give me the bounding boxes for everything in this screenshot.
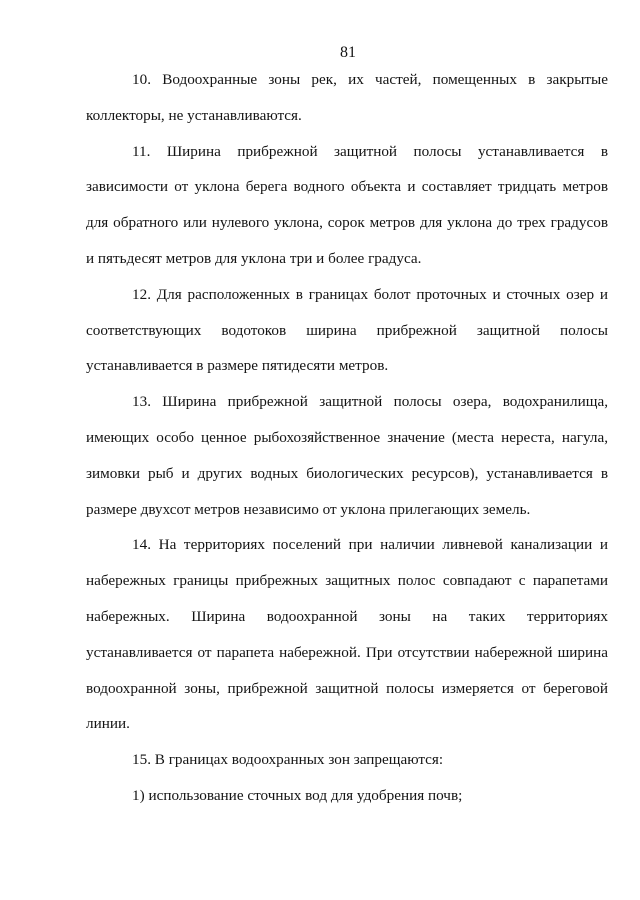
document-body <box>86 62 608 814</box>
page-number: 81 <box>340 44 356 61</box>
paragraph-10: 10. Водоохранные зоны рек, их частей, помещенных в закрытые коллекторы, не устанавливаются. <box>86 71 608 124</box>
list-item-1: 1) использование сточных вод для удобрения почв; <box>132 786 463 804</box>
paragraph-11: 11. Ширина прибрежной защитной полосы устанавливается в зависимости от уклона берега водного объекта и составляет тридцать метров для обратного или нулевого уклона, сорок метров для уклона до трех градусов и пятьдесят метров для уклона три и более градуса. <box>86 142 608 267</box>
paragraph-15: 15. В границах водоохранных зон запрещаются: <box>132 751 444 769</box>
paragraph-13: 13. Ширина прибрежной защитной полосы озера, водохранилища, имеющих особо ценное рыбохозяйственное значение (места нереста, нагула, зимовки рыб и других водных биологических ресурсов), устанавливается в размере двухсот метров независимо от уклона прилегающих земель. <box>86 393 608 518</box>
paragraph-14: 14. На территориях поселений при наличии ливневой канализации и набережных границы прибрежных защитных полос совпадают с парапетами набережных. Ширина водоохранной зоны на таких территориях устанавливается от парапета набережной. При отсутствии набережной ширина водоохранной зоны, прибрежной защитной полосы измеряется от береговой линии. <box>86 536 608 733</box>
paragraph-12: 12. Для расположенных в границах болот проточных и сточных озер и соответствующих водотоков ширина прибрежной защитной полосы устанавливается в размере пятидесяти метров. <box>86 285 608 375</box>
